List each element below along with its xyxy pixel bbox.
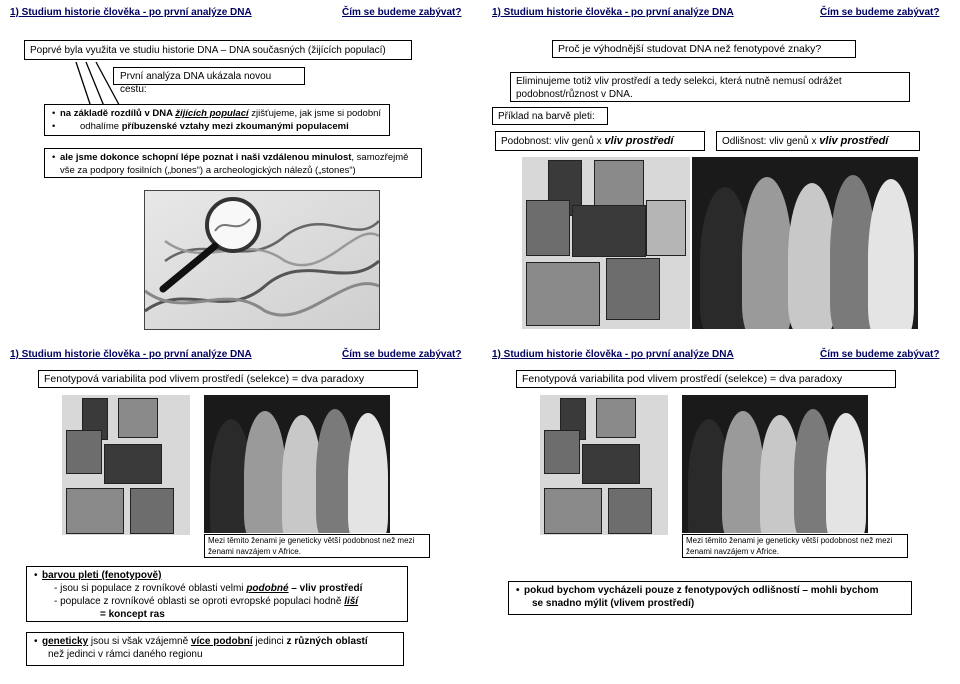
header-left-4: 1) Studium historie člověka - po první analýze DNA: [492, 349, 734, 360]
photo-group-men: [572, 205, 646, 257]
photo-village: [594, 160, 644, 210]
header-left-1: 1) Studium historie člověka - po první analýze DNA: [10, 7, 252, 18]
dna-helix-icon: [145, 191, 379, 329]
slide1-bullet-box-2: [44, 148, 422, 178]
slide4-caption: Mezi těmito ženami je geneticky větší podobnost než mezi ženami navzájem v Africe.: [682, 534, 908, 558]
header-left-2: 1) Studium historie člověka - po první analýze DNA: [492, 7, 734, 18]
slide3-box1: • barvou pleti (fenotypově) - jsou si populace z rovníkové oblasti velmi podobné – vliv prostředí - populace z rovníkové oblasti se oproti evropské populaci hodně liší = koncept ras: [26, 566, 408, 622]
photo-village-3: [118, 398, 158, 438]
slide2-box1: Eliminujeme totiž vliv prostředí a tedy selekci, která nutně nemusí odrážet podobnost/různost v DNA.: [510, 72, 910, 102]
slide2-similarity-box: Podobnost: vliv genů x vliv prostředí: [495, 131, 705, 151]
header-right-2: Čím se budeme zabývat?: [820, 7, 940, 18]
photo-child-portrait: [526, 200, 570, 256]
slide3-box2: • geneticky jsou si však vzájemně více podobní jedinci z různých oblastí než jedinci v rámci daného regionu: [26, 632, 404, 666]
header-right-3: Čím se budeme zabývat?: [342, 349, 462, 360]
slide1-bullet-3-line2: vše za podpory fosilních („bones“) a archeologických nálezů („stones“): [60, 165, 356, 176]
dna-magnifier-image: [144, 190, 380, 330]
slide3-title: Fenotypová variabilita pod vlivem prostředí (selekce) = dva paradoxy: [38, 370, 418, 388]
photo-market-3: [66, 488, 124, 534]
photo-group-4: [582, 444, 640, 484]
photo-child-3: [66, 430, 102, 474]
slide1-bullet-1: • na základě rozdílů v DNA žijících populací zjišťujeme, jak jsme si podobní: [50, 107, 384, 120]
header-right-1: Čím se budeme zabývat?: [342, 7, 462, 18]
photo-family-3: [130, 488, 174, 534]
photo-family-4: [608, 488, 652, 534]
slide4-box: • pokud bychom vycházeli pouze z fenotypových odlišností – mohli bychom se snadno mýlit (vlivem prostředí): [508, 581, 912, 615]
slide3-women-photo: [204, 395, 390, 533]
photo-landscape: [646, 200, 686, 256]
slide4-women-photo: [682, 395, 868, 533]
photo-child-4: [544, 430, 580, 474]
slide2-difference-box: Odlišnost: vliv genů x vliv prostředí: [716, 131, 920, 151]
slide1-bullets-box: [44, 104, 390, 136]
photo-market: [526, 262, 600, 326]
photo-family: [606, 258, 660, 320]
slide2-women-photo: [692, 157, 918, 329]
header-left-3: 1) Studium historie člověka - po první analýze DNA: [10, 349, 252, 360]
slide2-example: Příklad na barvě pleti:: [492, 107, 608, 125]
slide1-bullet-3: • ale jsme dokonce schopní lépe poznat i naši vzdálenou minulost, samozřejmě: [50, 151, 416, 164]
slide1-bullet-2: • odhalíme příbuzenské vztahy mezi zkoumanými populacemi: [50, 120, 384, 133]
photo-village-4: [596, 398, 636, 438]
slide3-caption: Mezi těmito ženami je geneticky větší podobnost než mezi ženami navzájem v Africe.: [204, 534, 430, 558]
photo-market-4: [544, 488, 602, 534]
slide1-subtitle: První analýza DNA ukázala novou cestu:: [113, 67, 305, 85]
header-right-4: Čím se budeme zabývat?: [820, 349, 940, 360]
slide4-title: Fenotypová variabilita pod vlivem prostředí (selekce) = dva paradoxy: [516, 370, 896, 388]
slide1-title: Poprvé byla využita ve studiu historie DNA – DNA současných (žijících populací): [24, 40, 412, 60]
slide2-title: Proč je výhodnější studovat DNA než fenotypové znaky?: [552, 40, 856, 58]
photo-group-3: [104, 444, 162, 484]
